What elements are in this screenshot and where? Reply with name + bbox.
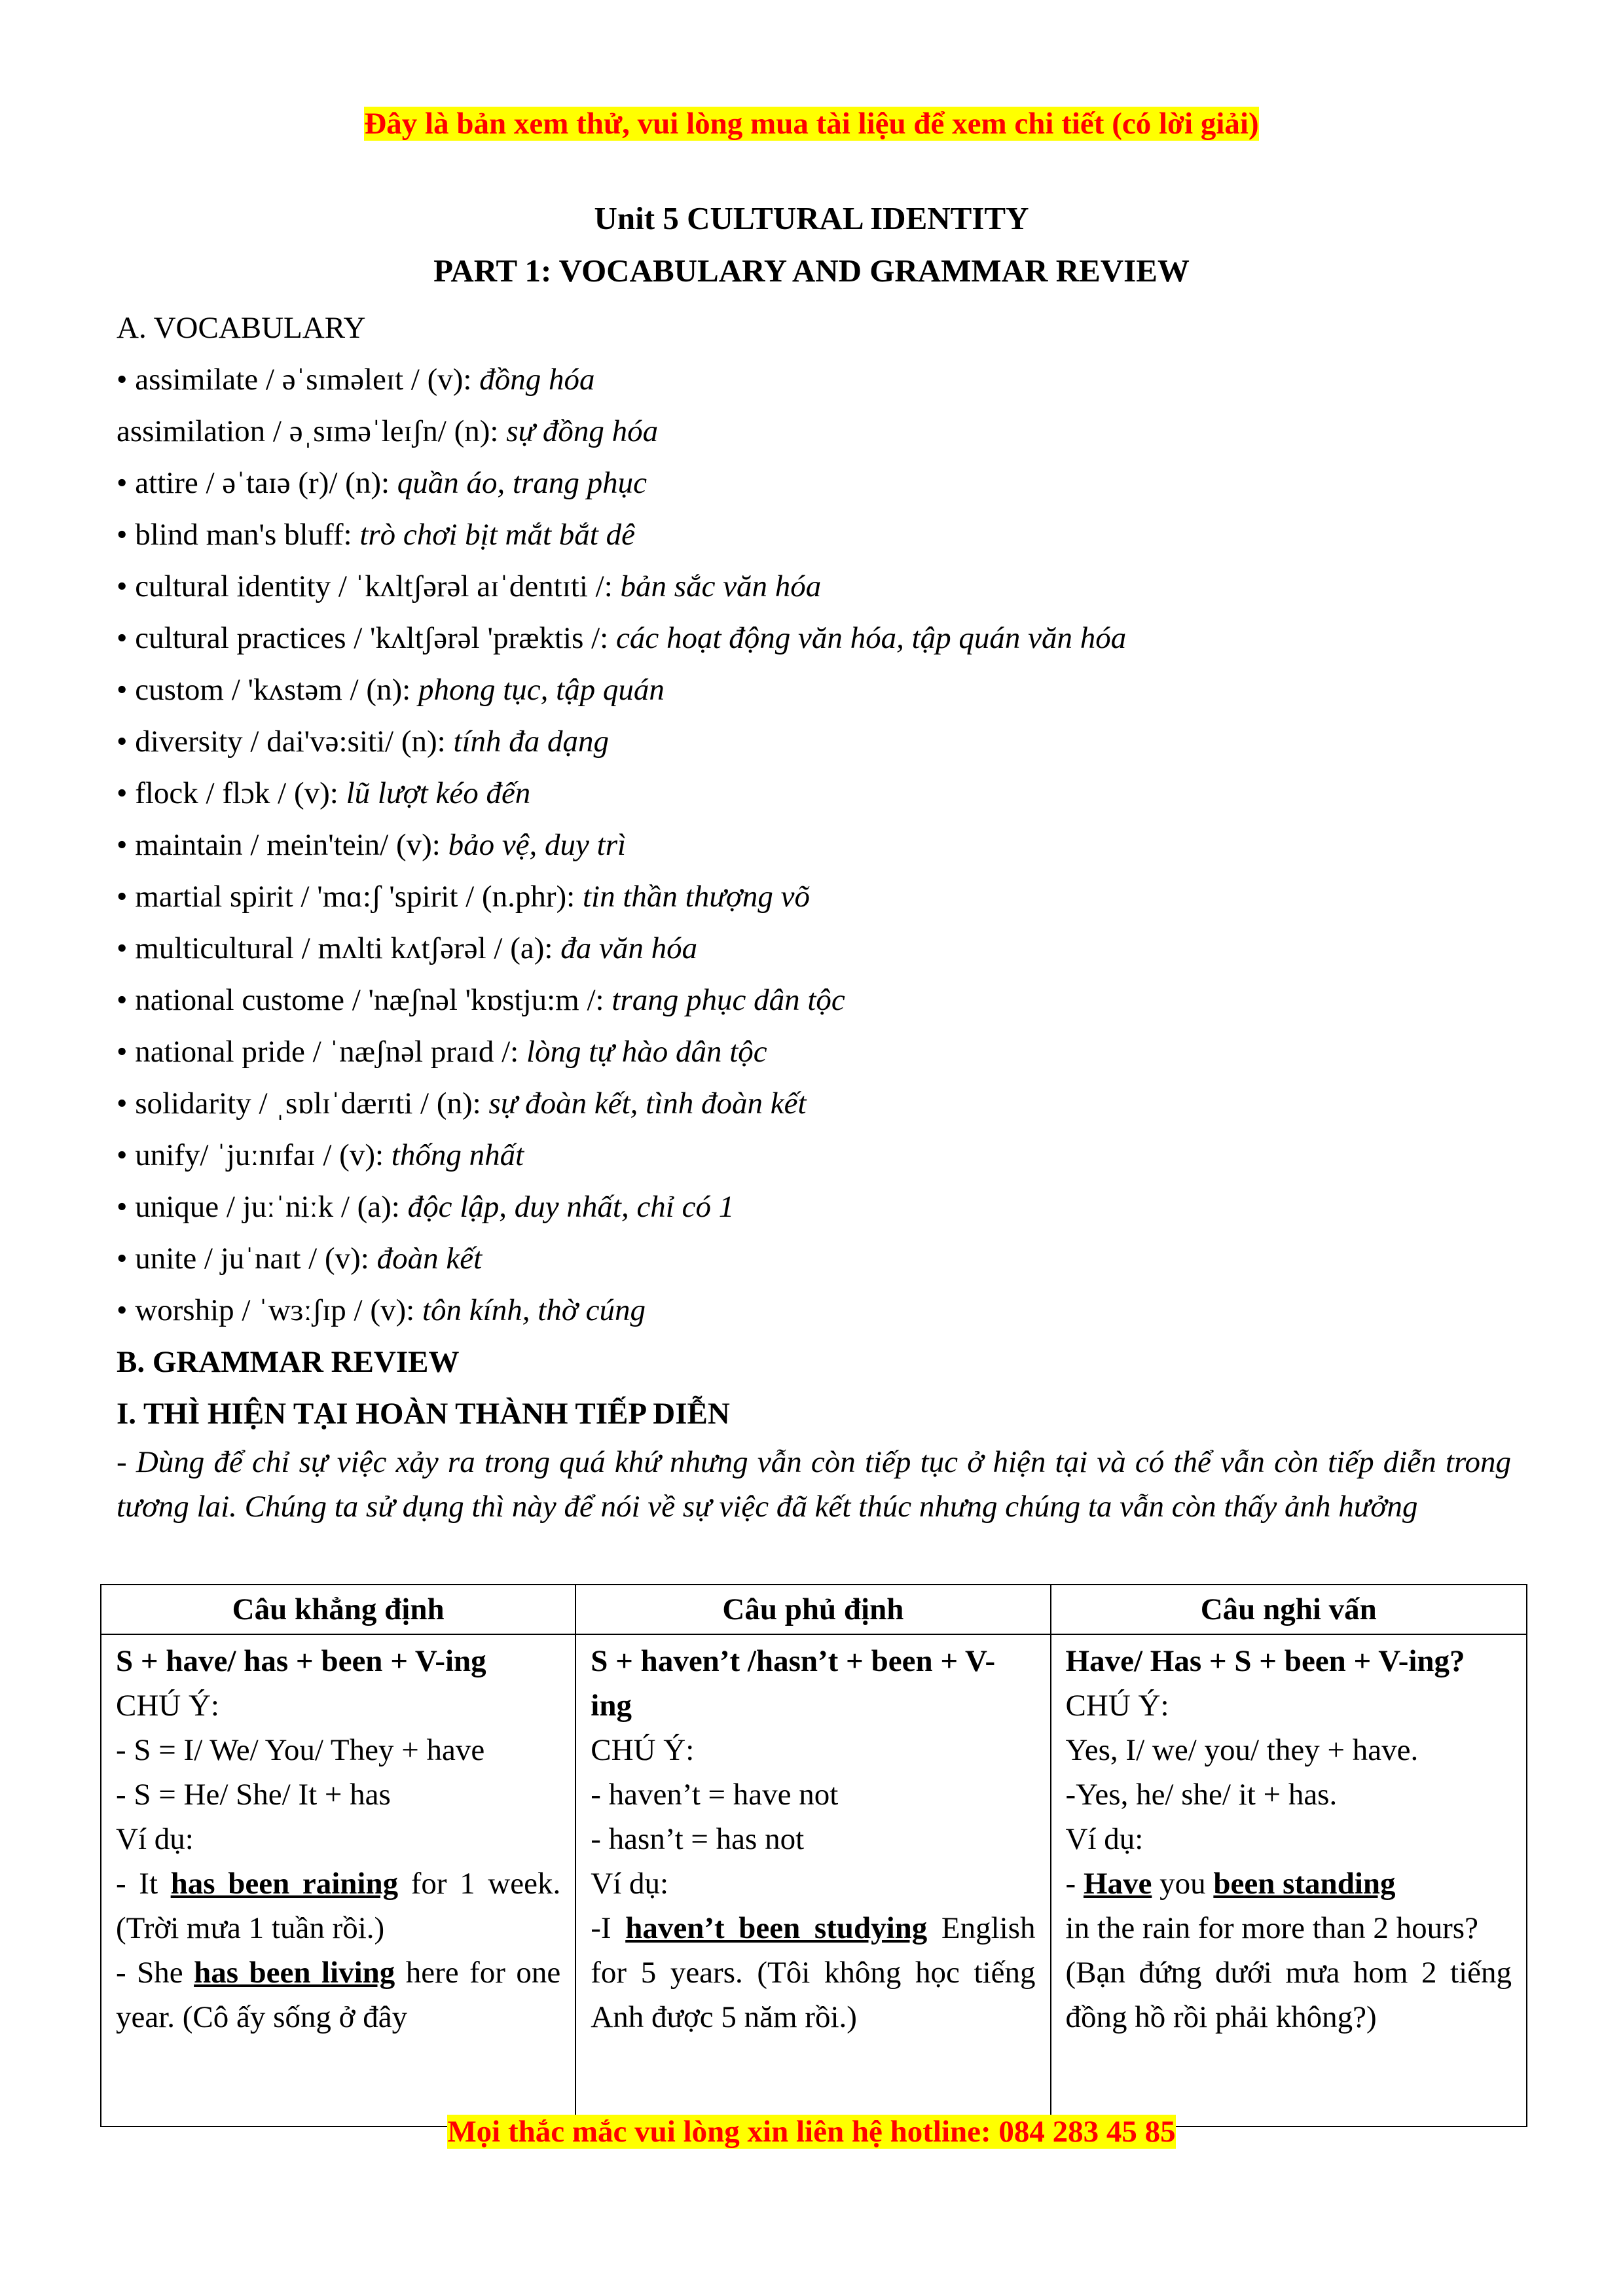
vocab-term: • unique / juːˈniːk / (a): (117, 1190, 408, 1224)
header-negative: Câu phủ định (575, 1585, 1050, 1634)
vocab-term: • martial spirit / 'mɑ:ʃ 'spirit / (n.phr): (117, 880, 583, 914)
vocab-term: • blind man's bluff: (117, 518, 360, 552)
header-interrogative: Câu nghi vấn (1051, 1585, 1527, 1634)
tense-usage-note: - Dùng để chỉ sự việc xảy ra trong quá khứ nhưng vẫn còn tiếp tục ở hiện tại và có thể vẫn còn tiếp diễn trong tương lai. Chúng ta sử dụng thì này để nói về sự việc đã kết thúc nhưng chúng ta vẫn còn thấy ảnh hưởng (117, 1445, 1511, 1524)
vocab-item (117, 768, 1511, 819)
part-title: PART 1: VOCABULARY AND GRAMMAR REVIEW (433, 253, 1190, 289)
vocab-term: • unite / juˈnaɪt / (v): (117, 1242, 377, 1276)
vocab-item (117, 664, 1511, 716)
affirmative-cell (101, 1634, 575, 2126)
vocabulary-heading: A. VOCABULARY (117, 311, 366, 345)
vocab-item (117, 975, 1511, 1026)
vocab-item (117, 613, 1511, 664)
vocab-meaning: bảo vệ, duy trì (448, 828, 627, 862)
vocabulary-list (117, 354, 1511, 1336)
vocab-item (117, 561, 1511, 613)
vocab-term: • custom / 'kʌstəm / (n): (117, 673, 418, 707)
negative-formula: S + haven’t /hasn’t + been + V-ing (591, 1644, 996, 1723)
vocab-meaning: sự đồng hóa (506, 414, 659, 448)
vocab-meaning: tin thần thượng võ (582, 880, 811, 914)
vocab-meaning: thống nhất (391, 1138, 524, 1172)
preview-banner (0, 105, 1623, 143)
vocab-term: • cultural identity / ˈkʌltʃərəl aɪˈdentɪti /: (117, 569, 621, 603)
vocab-meaning: đoàn kết (376, 1242, 483, 1276)
vocab-meaning: tôn kính, thờ cúng (422, 1293, 646, 1327)
vocab-term: • cultural practices / 'kʌltʃərəl 'præktis /: (117, 621, 616, 655)
note-label: CHÚ Ý: (591, 1733, 695, 1767)
vocab-term: • national custome / 'næʃnəl 'kɒstju:m /: (117, 983, 612, 1017)
vocab-meaning: sự đoàn kết, tình đoàn kết (488, 1086, 807, 1121)
example-label: Ví dụ: (591, 1867, 669, 1901)
example-2: - She has been living here for one year. (Cô ấy sống ở đây (116, 1956, 561, 2034)
example-1: -I haven’t been studying English for 5 years. (Tôi không học tiếng Anh được 5 năm rồi.) (591, 1911, 1036, 2034)
vocab-meaning: đồng hóa (479, 363, 595, 397)
header-affirmative: Câu khẳng định (101, 1585, 575, 1634)
vocab-item (117, 1233, 1511, 1285)
note-label: CHÚ Ý: (116, 1689, 219, 1723)
note-line: - S = He/ She/ It + has (116, 1778, 391, 1812)
table-header-row (101, 1585, 1527, 1634)
vocab-term: • worship / ˈwɜːʃɪp / (v): (117, 1293, 422, 1327)
note-line: - S = I/ We/ You/ They + have (116, 1733, 485, 1767)
vocab-meaning: bản sắc văn hóa (620, 569, 822, 603)
vocab-item (117, 509, 1511, 561)
vocab-item (117, 716, 1511, 768)
vocab-item (117, 819, 1511, 871)
vocab-item (117, 406, 1511, 457)
negative-cell (575, 1634, 1050, 2126)
vocab-meaning: trang phục dân tộc (611, 983, 845, 1017)
vocab-item (117, 923, 1511, 975)
affirmative-formula: S + have/ has + been + V-ing (116, 1644, 486, 1678)
example-1: - Have you been standing (1065, 1867, 1396, 1901)
vocab-item (117, 1026, 1511, 1078)
table-row (101, 1634, 1527, 2126)
grammar-table (100, 1584, 1527, 2127)
vocab-meaning: quần áo, trang phục (397, 466, 647, 500)
example-label: Ví dụ: (116, 1822, 194, 1856)
vocab-meaning: lũ lượt kéo đến (346, 776, 531, 810)
vocab-item (117, 457, 1511, 509)
vocab-term: • solidarity / ˌsɒlɪˈdærɪti / (n): (117, 1086, 489, 1121)
vocab-term: • unify/ ˈjuːnɪfaɪ / (v): (117, 1138, 392, 1172)
vocab-term: • diversity / dai'və:siti/ (n): (117, 725, 454, 759)
vocab-meaning: tính đa dạng (453, 725, 610, 759)
vocab-term: • maintain / mein'tein/ (v): (117, 828, 448, 862)
example-1-continued: in the rain for more than 2 hours? (1065, 1911, 1478, 1945)
vocab-term: assimilation / əˌsɪməˈleɪʃn/ (n): (117, 414, 507, 448)
document-body (117, 302, 1511, 1529)
vocab-term: • assimilate / əˈsɪməleɪt / (v): (117, 363, 480, 397)
vocab-item (117, 354, 1511, 406)
note-label: CHÚ Ý: (1065, 1689, 1169, 1723)
vocab-meaning: độc lập, duy nhất, chỉ có 1 (407, 1190, 735, 1224)
example-label: Ví dụ: (1065, 1822, 1144, 1856)
hotline-banner (0, 2113, 1623, 2151)
note-line: Yes, I/ we/ you/ they + have. (1065, 1733, 1419, 1767)
vocab-meaning: phong tục, tập quán (418, 673, 665, 707)
example-1-translation: (Bạn đứng dưới mưa hom 2 tiếng đồng hồ rồi phải không?) (1065, 1956, 1512, 2034)
grammar-heading: B. GRAMMAR REVIEW (117, 1345, 460, 1379)
vocab-term: • national pride / ˈnæʃnəl praɪd /: (117, 1035, 526, 1069)
unit-title: Unit 5 CULTURAL IDENTITY (594, 200, 1029, 236)
vocab-item (117, 1181, 1511, 1233)
vocab-item (117, 1078, 1511, 1130)
vocab-meaning: lòng tự hào dân tộc (526, 1035, 767, 1069)
interrogative-formula: Have/ Has + S + been + V-ing? (1065, 1644, 1465, 1678)
vocab-term: • flock / flɔk / (v): (117, 776, 346, 810)
vocab-meaning: đa văn hóa (560, 931, 698, 965)
vocab-term: • attire / əˈtaɪə (r)/ (n): (117, 466, 397, 500)
vocab-term: • multicultural / mʌlti kʌtʃərəl / (a): (117, 931, 561, 965)
vocab-meaning: trò chơi bịt mắt bắt dê (359, 518, 635, 552)
hotline-banner-text: Mọi thắc mắc vui lòng xin liên hệ hotline: 084 283 45 85 (447, 2115, 1176, 2149)
note-line: - hasn’t = has not (591, 1822, 805, 1856)
note-line: -Yes, he/ she/ it + has. (1065, 1778, 1338, 1812)
vocab-item (117, 871, 1511, 923)
note-line: - haven’t = have not (591, 1778, 839, 1812)
example-1: - It has been raining for 1 week. (Trời mưa 1 tuần rồi.) (116, 1867, 561, 1945)
vocab-meaning: các hoạt động văn hóa, tập quán văn hóa (615, 621, 1127, 655)
vocab-item (117, 1130, 1511, 1181)
tense-heading: I. THÌ HIỆN TẠI HOÀN THÀNH TIẾP DIỄN (117, 1397, 730, 1431)
interrogative-cell (1051, 1634, 1527, 2126)
preview-banner-text: Đây là bản xem thử, vui lòng mua tài liệu để xem chi tiết (có lời giải) (364, 107, 1259, 141)
vocab-item (117, 1285, 1511, 1336)
